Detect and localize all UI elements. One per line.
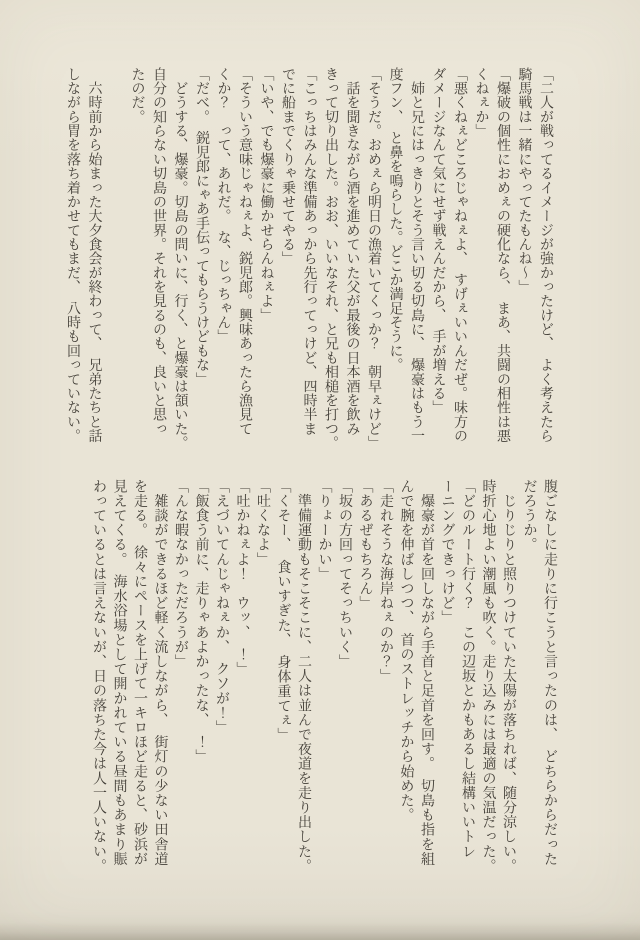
page-bottom-shadow (0, 922, 640, 940)
text-line: どうする、爆豪。切島の問いに、行く、と爆豪は頷いた。 (172, 67, 189, 450)
lower-text-block (89, 479, 561, 877)
text-line: たのだ。 (129, 67, 146, 124)
text-line: くか？ って、あれだ。 な、じっちゃん」 (215, 67, 232, 344)
text-line: しながら胃を落ち着かせてもまだ、 八時も回っていない。 (65, 67, 81, 443)
text-line: 「飯食う前に、走りゃあよかったな、 ！」 (193, 479, 210, 764)
text-line: 時折心地よい潮風も吹く。走り込みには最適の気温だった。 (480, 479, 497, 874)
text-line: を走る。 徐々にペースを上げて一キロほど走ると、砂浜が (132, 479, 148, 867)
text-line: 「二人が戦ってるイメージが強かったけど、 よく考えたら (538, 67, 554, 443)
text-line: 姉と兄にはっきりとそう言い切る切島に、 爆豪はもう一 (409, 67, 425, 443)
text-line: わっているとは言えないが、日の落ちた今は人一人いない。 (91, 479, 107, 874)
text-line: 「そういう意味じゃねぇよ、鋭児郎。興味あったら漁見て (237, 67, 253, 436)
text-line: 「そうだ。おめぇら明日の漁着いてくっか？ 朝早ぇけど」 (366, 67, 382, 450)
text-line: きって切り出した。おお、いいなそれ、と兄も相槌を打つ。 (323, 67, 339, 450)
text-line: 「えづいてんじゃねぇか、 クソが！」 (214, 479, 230, 735)
text-line: 「りょーかい」 (316, 479, 333, 582)
text-line: でに船までくりゃ乗せてやる」 (280, 67, 296, 266)
text-line: 準備運動もそこそこに、二人は並んで夜道を走り出した。 (296, 479, 312, 874)
text-line: んで腕を伸ばしつつ、 首のストレッチから始めた。 (398, 479, 415, 823)
text-line: 「坂の方回ってそっちいく」 (337, 479, 353, 669)
text-line: 雑談ができるほど軽く流しながら、 街灯の少ない田舎道 (152, 479, 169, 867)
text-line: 腹ごなしに走りに行こうと言ったのは、 どちらからだった (542, 479, 558, 867)
text-line: 「走れそうな海岸ねぇのか？」 (378, 479, 394, 684)
text-line: ダメージなんて気にせず戦えんだから、 手が増える」 (430, 67, 447, 415)
text-line: 「あるぜもちろん」 (357, 479, 374, 611)
text-line: 見えてくる。 海水浴場として開かれている昼間もあまり賑 (111, 479, 128, 867)
text-line: じりじりと照りつけていた太陽が落ちれば、随分涼しい。 (501, 479, 517, 874)
text-line: 「吐かねぇよ！ ウッ、 ！」 (234, 479, 251, 677)
text-line: 「だべ。 鋭児郎にゃあ手伝ってもらうけどもな」 (194, 67, 210, 387)
text-line: 度フン、 と鼻を鳴らした。どこか満足そうに。 (387, 67, 404, 372)
text-line: 「いや、でも爆豪に働かせらんねぇよ」 (258, 67, 275, 323)
text-line: 「くそー、 食いすぎた、 身体重てぇ」 (275, 479, 292, 743)
text-line: 「こっちはみんな準備あっから先行ってっけど、四時半ま (301, 67, 318, 436)
text-line: 六時前から始まった大夕食会が終わって、 兄弟たちと話 (86, 67, 103, 443)
text-line: ーニングできっけど」 (439, 479, 456, 625)
text-line: 「悪くねぇどころじゃねぇよ、 すげぇいいんだぜ。味方の (452, 67, 468, 443)
text-line: 自分の知らない切島の世界。それを見るのも、良いと思っ (151, 67, 167, 436)
text-line: 話を聞きながら酒を進めていた父が最後の日本酒を飲み (344, 67, 361, 436)
text-line: 「んな暇なかっただろうが」 (173, 479, 189, 669)
text-line: 爆豪が首を回しながら手首と足首を回す。 切島も指を組 (419, 479, 435, 867)
text-line (105, 67, 127, 453)
text-line: 「爆破の個性におめぇの硬化なら、 まあ、共闘の相性は悪 (495, 67, 511, 443)
text-line: 「吐くなよ」 (255, 479, 271, 567)
upper-text-block (62, 67, 557, 453)
text-line: 騎馬戦は一緒にやってたもんね〜」 (516, 67, 533, 294)
text-line: 「どのルート行く？ この辺坂とかもあるし結構いいトレ (460, 479, 476, 859)
text-line: くねぇか」 (473, 67, 490, 138)
text-line: だろうか。 (521, 479, 538, 552)
